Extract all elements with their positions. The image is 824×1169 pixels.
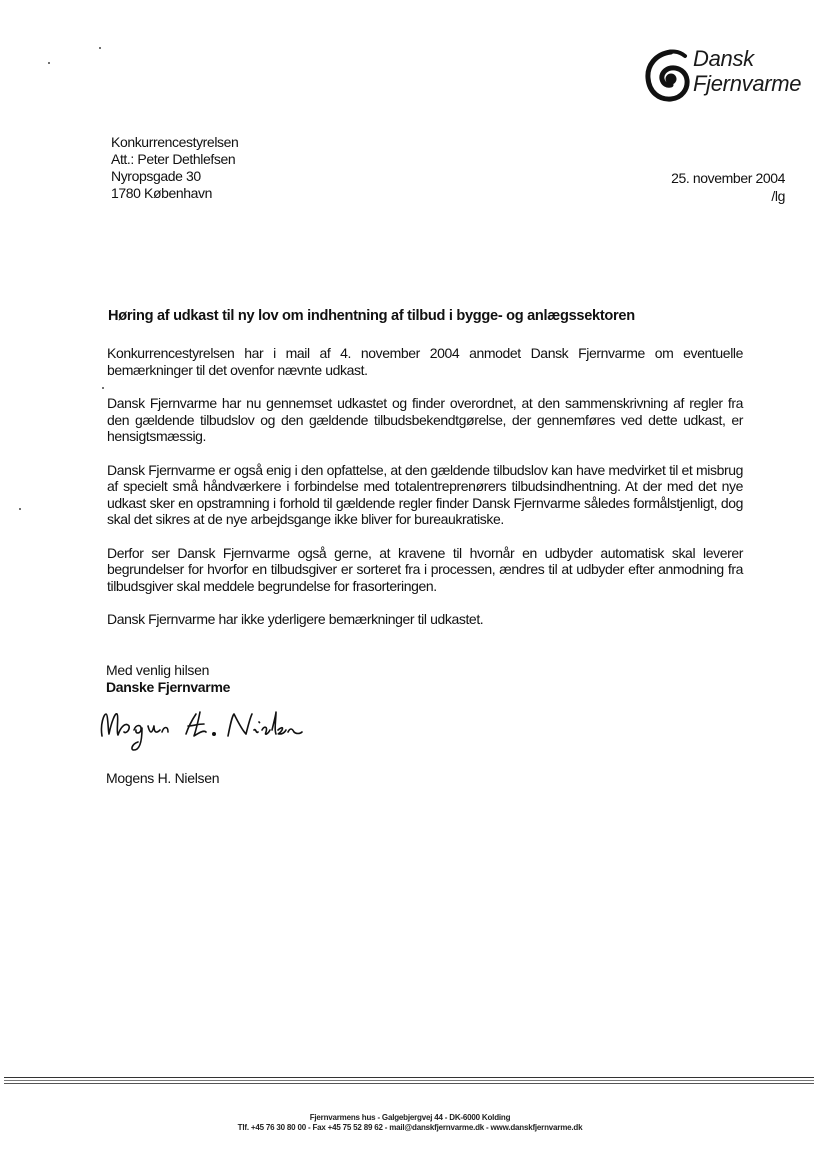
scan-speck bbox=[102, 387, 104, 389]
recipient-line: Konkurrencestyrelsen bbox=[111, 134, 239, 150]
footer-address: Fjernvarmens hus - Galgebjergvej 44 - DK-6000 Kolding bbox=[309, 1113, 511, 1122]
footer-divider bbox=[4, 1077, 814, 1078]
closing-organization: Danske Fjernvarme bbox=[106, 679, 231, 695]
signer-name: Mogens H. Nielsen bbox=[106, 770, 220, 786]
handwritten-signature bbox=[96, 700, 306, 756]
footer-divider bbox=[4, 1080, 814, 1081]
body-paragraph: Dansk Fjernvarme er også enig i den opfattelse, at den gældende tilbudslov kan have medvirket til et misbrug af specielt små håndværkere i forbindelse med totalentreprenørers tilbudsindhentning. At der med det nye udkast sker en opstramning i forhold til gældende regler finder Dansk Fjernvarme således formålstjenligt, dog skal det sikres at de nye arbejdsgange ikke bliver for bureaukratiske. bbox=[107, 461, 743, 527]
body-paragraph: Dansk Fjernvarme har ikke yderligere bemærkninger til udkastet. bbox=[107, 611, 484, 627]
letter-subject: Høring af udkast til ny lov om indhentning af tilbud i bygge- og anlægssektoren bbox=[108, 308, 635, 324]
letter-date: 25. november 2004 bbox=[671, 170, 785, 186]
letter-footer bbox=[190, 1113, 630, 1133]
footer-divider bbox=[4, 1083, 814, 1084]
letter-reference: /lg bbox=[771, 188, 785, 204]
scan-speck bbox=[48, 62, 50, 64]
scan-speck bbox=[99, 47, 101, 49]
closing-greeting: Med venlig hilsen bbox=[106, 662, 210, 678]
footer-contact: Tlf. +45 76 30 80 00 - Fax +45 75 52 89 62 - mail@danskfjernvarme.dk - www.danskfjernvarme.dk bbox=[237, 1123, 583, 1132]
body-paragraph: Derfor ser Dansk Fjernvarme også gerne, at kravene til hvornår en udbyder automatisk skal leverer begrundelser for hvorfor en tilbudsgiver er sorteret fra i processen, ændres til at udbyder efter anmodning fra tilbudsgiver skal meddele begrundelse for frasorteringen. bbox=[107, 544, 743, 594]
dansk-fjernvarme-swirl-logo-icon bbox=[641, 48, 691, 102]
body-paragraph: Dansk Fjernvarme har nu gennemset udkastet og finder overordnet, at den sammenskrivning af regler fra den gældende tilbudslov og den gældende tilbudsbekendtgørelse, der gennemføres ved dette udkast, er hensigtsmæssig. bbox=[107, 395, 743, 444]
date-block bbox=[671, 169, 785, 205]
recipient-address bbox=[111, 134, 238, 202]
body-paragraph: Konkurrencestyrelsen har i mail af 4. november 2004 anmodet Dansk Fjernvarme om eventuelle bemærkninger til det ovenfor nævnte udkast. bbox=[107, 345, 743, 378]
letter-body bbox=[107, 345, 743, 645]
letterhead-logo bbox=[641, 46, 801, 106]
logo-line-2: Fjernvarme bbox=[693, 71, 802, 96]
recipient-line: 1780 København bbox=[111, 185, 213, 201]
logo-wordmark bbox=[693, 46, 801, 96]
logo-line-1: Dansk bbox=[693, 46, 754, 71]
recipient-line: Att.: Peter Dethlefsen bbox=[111, 151, 236, 167]
scan-speck bbox=[19, 508, 21, 510]
closing-block bbox=[106, 662, 230, 696]
recipient-line: Nyropsgade 30 bbox=[111, 168, 201, 184]
